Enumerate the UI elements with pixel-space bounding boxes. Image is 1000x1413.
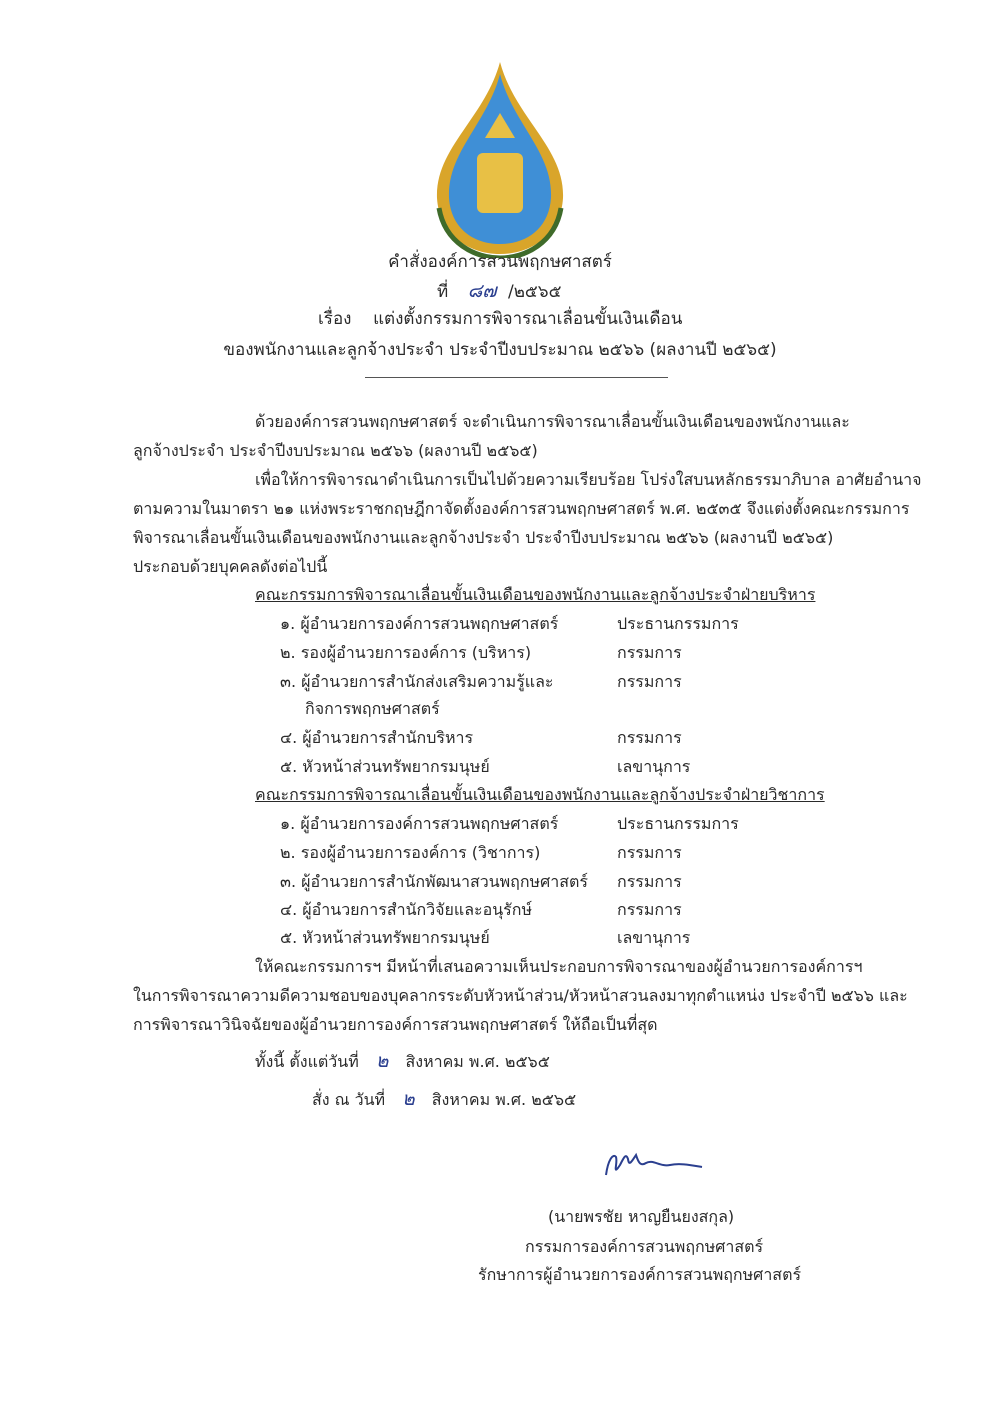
member-role: เลขานุการ — [617, 757, 691, 776]
member-name: ๔. ผู้อำนวยการสำนักวิจัยและอนุรักษ์ — [280, 900, 533, 919]
committee2-heading: คณะกรรมการพิจารณาเลื่อนขั้นเงินเดือนของพนักงานและลูกจ้างประจำฝ่ายวิชาการ — [255, 785, 825, 804]
effective-suffix: สิงหาคม พ.ศ. ๒๕๖๕ — [405, 1052, 550, 1071]
member-name: ๒. รองผู้อำนวยการองค์การ (บริหาร) — [280, 643, 532, 662]
member-role: กรรมการ — [617, 672, 682, 691]
member-role: กรรมการ — [617, 872, 682, 891]
order-number — [437, 276, 561, 306]
number-prefix: ที่ — [437, 282, 449, 302]
ordered-date — [312, 1084, 576, 1114]
effective-date — [255, 1046, 550, 1076]
committee1-heading: คณะกรรมการพิจารณาเลื่อนขั้นเงินเดือนของพนักงานและลูกจ้างประจำฝ่ายบริหาร — [255, 585, 816, 604]
member-name: ๒. รองผู้อำนวยการองค์การ (วิชาการ) — [280, 843, 541, 862]
member-name: ๓. ผู้อำนวยการสำนักพัฒนาสวนพฤกษศาสตร์ — [280, 872, 588, 891]
para2-line: พิจารณาเลื่อนขั้นเงินเดือนของพนักงานและลูกจ้างประจำ ประจำปีงบประมาณ ๒๕๖๖ (ผลงานปี ๒๕๖๕) — [133, 528, 834, 547]
para3-line: ในการพิจารณาความดีความชอบของบุคลากรระดับหัวหน้าส่วน/หัวหน้าสวนลงมาทุกตำแหน่ง ประจำปี ๒๕๖๖ และ — [133, 986, 908, 1005]
ordered-suffix: สิงหาคม พ.ศ. ๒๕๖๕ — [431, 1090, 577, 1109]
signature-image — [598, 1145, 708, 1189]
logo — [425, 58, 575, 258]
member-role: ประธานกรรมการ — [617, 614, 739, 633]
member-name-cont: กิจการพฤกษศาสตร์ — [305, 699, 440, 718]
subject-line2: ของพนักงานและลูกจ้างประจำ ประจำปีงบประมาณ ๒๕๖๖ (ผลงานปี ๒๕๖๕) — [223, 340, 777, 360]
subject-label: เรื่อง — [318, 309, 352, 329]
para1-line: ลูกจ้างประจำ ประจำปีงบประมาณ ๒๕๖๖ (ผลงานปี ๒๕๖๕) — [133, 441, 538, 460]
member-role: กรรมการ — [617, 843, 682, 862]
member-name: ๕. หัวหน้าส่วนทรัพยากรมนุษย์ — [280, 928, 490, 947]
handwritten-number: ๘๗ — [467, 280, 497, 302]
subject-line1: แต่งตั้งกรรมการพิจารณาเลื่อนขั้นเงินเดือน — [373, 309, 683, 329]
para1-line: ด้วยองค์การสวนพฤกษศาสตร์ จะดำเนินการพิจารณาเลื่อนขั้นเงินเดือนของพนักงานและ — [255, 412, 850, 431]
para2-line: ประกอบด้วยบุคคลดังต่อไปนี้ — [133, 557, 328, 576]
signatory-name: (นายพรชัย หาญยืนยงสกุล) — [548, 1207, 735, 1226]
member-name: ๕. หัวหน้าส่วนทรัพยากรมนุษย์ — [280, 757, 490, 776]
para2-line: ตามความในมาตรา ๒๑ แห่งพระราชกฤษฎีกาจัดตั้งองค์การสวนพฤกษศาสตร์ พ.ศ. ๒๕๓๕ จึงแต่งตั้งคณะกรรมการ — [133, 499, 910, 518]
effective-day: ๒ — [375, 1050, 389, 1072]
member-role: กรรมการ — [617, 900, 682, 919]
signatory-position: กรรมการองค์การสวนพฤกษศาสตร์ — [525, 1237, 764, 1256]
member-name: ๑. ผู้อำนวยการองค์การสวนพฤกษศาสตร์ — [280, 814, 559, 833]
para2-line: เพื่อให้การพิจารณาดำเนินการเป็นไปด้วยความเรียบร้อย โปร่งใสบนหลักธรรมาภิบาล อาศัยอำนาจ — [255, 470, 922, 489]
divider — [365, 377, 668, 378]
member-name: ๔. ผู้อำนวยการสำนักบริหาร — [280, 728, 474, 747]
member-role: เลขานุการ — [617, 928, 691, 947]
member-role: กรรมการ — [617, 643, 682, 662]
para3-line: ให้คณะกรรมการฯ มีหน้าที่เสนอความเห็นประกอบการพิจารณาของผู้อำนวยการองค์การฯ — [255, 957, 863, 976]
member-role: กรรมการ — [617, 728, 682, 747]
member-name: ๓. ผู้อำนวยการสำนักส่งเสริมความรู้และ — [280, 672, 554, 691]
ordered-day: ๒ — [402, 1088, 415, 1110]
member-name: ๑. ผู้อำนวยการองค์การสวนพฤกษศาสตร์ — [280, 614, 559, 633]
order-title: คำสั่งองค์การสวนพฤกษศาสตร์ — [388, 252, 612, 272]
number-suffix: /๒๕๖๕ — [507, 282, 562, 302]
subject — [318, 305, 682, 332]
member-role: ประธานกรรมการ — [617, 814, 739, 833]
ordered-prefix: สั่ง ณ วันที่ — [312, 1090, 386, 1109]
effective-prefix: ทั้งนี้ ตั้งแต่วันที่ — [255, 1052, 359, 1071]
signatory-acting-position: รักษาการผู้อำนวยการองค์การสวนพฤกษศาสตร์ — [478, 1265, 802, 1284]
para3-line: การพิจารณาวินิจฉัยของผู้อำนวยการองค์การสวนพฤกษศาสตร์ ให้ถือเป็นที่สุด — [133, 1015, 658, 1034]
